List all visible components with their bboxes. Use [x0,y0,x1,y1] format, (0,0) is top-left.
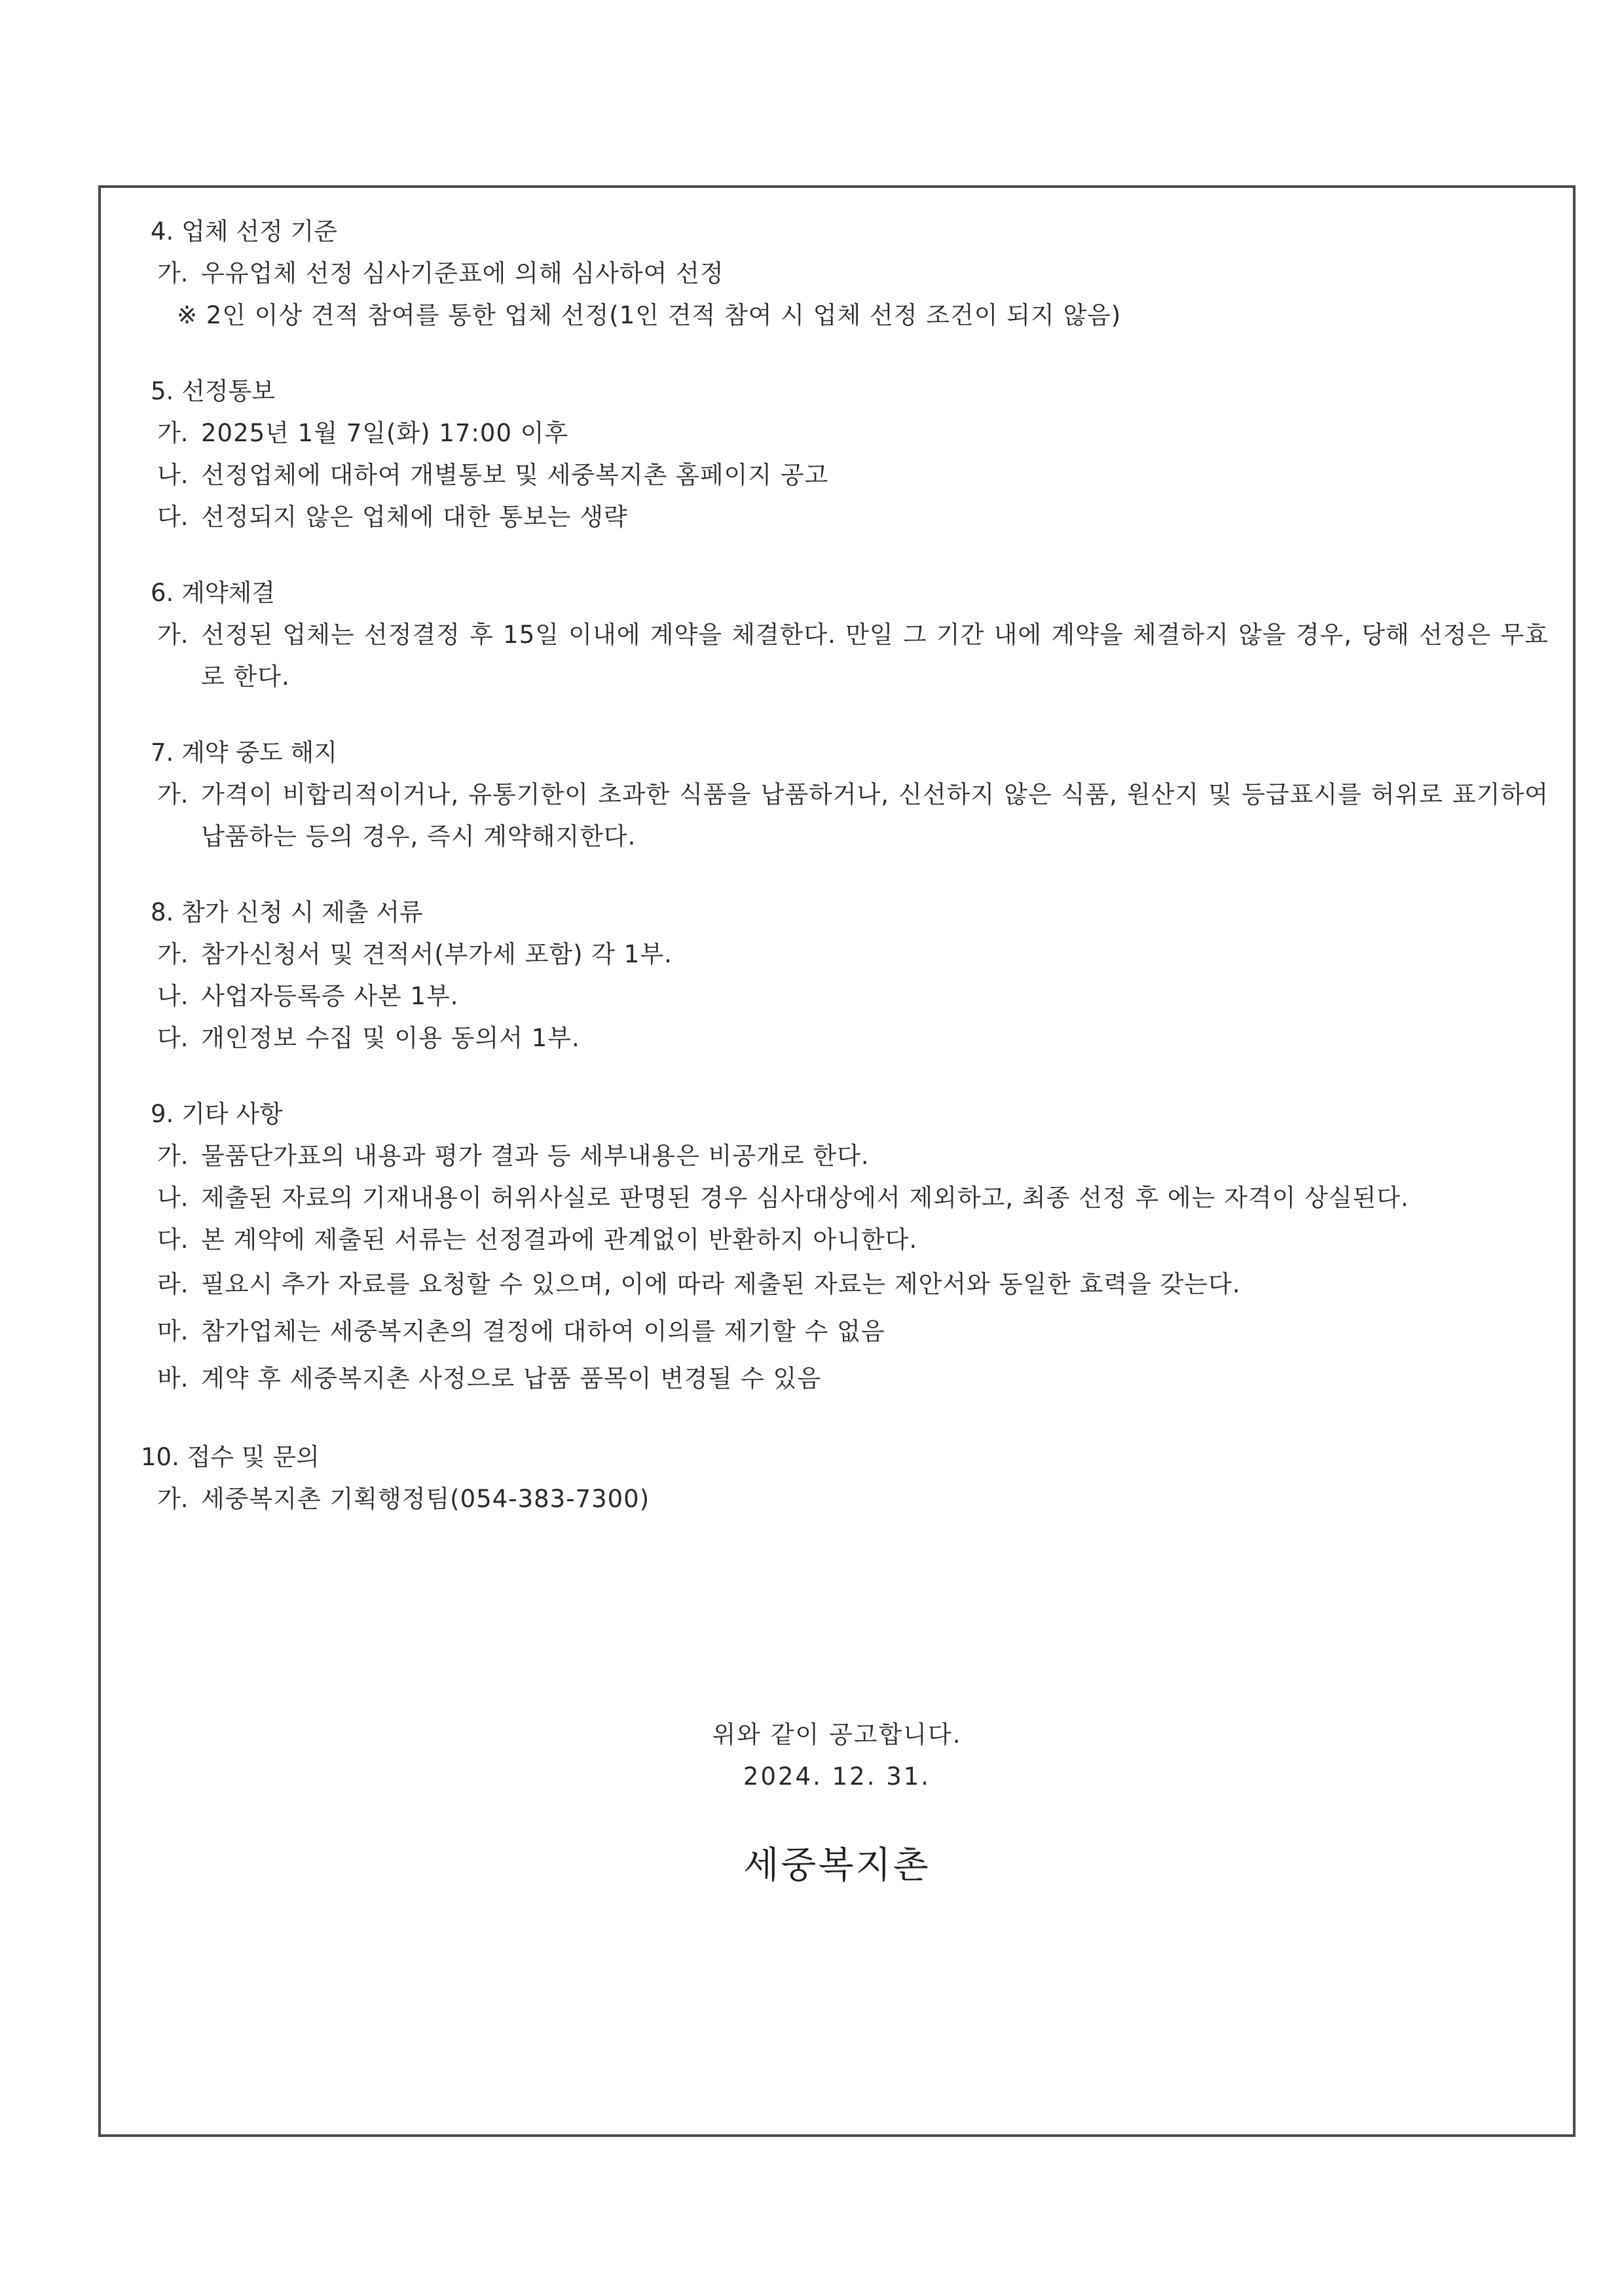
item-text: 선정되지 않은 업체에 대한 통보는 생략 [201,503,628,531]
list-item [157,975,1549,1017]
list-item [157,1017,1549,1059]
closing-statement: 위와 같이 공고합니다. [712,1721,962,1749]
section-title: 8. 참가 신청 시 제출 서류 [151,898,423,926]
item-marker: 바. [157,1364,189,1393]
list-item [157,614,1549,698]
section-selection-notice [141,371,1549,538]
item-text: 필요시 추가 자료를 요청할 수 있으며, 이에 따라 제출된 자료는 제안서와 동일한 효력을 갖는다. [201,1270,1241,1298]
notice-body [141,211,1549,1561]
item-marker: 가. [157,780,189,809]
item-marker: 마. [157,1317,189,1345]
closing-date: 2024. 12. 31. [743,1762,931,1791]
item-text: 우유업체 선정 심사기준표에 의해 심사하여 선정 [201,259,724,287]
item-marker: 나. [157,982,189,1010]
item-text: 세중복지촌 기획행정팀(054-383-7300) [201,1485,650,1513]
item-text: 가격이 비합리적이거나, 유통기한이 초과한 식품을 납품하거나, 신선하지 않은 식품, 원산지 및 등급표시를 허위로 표기하여 납품하는 등의 경우, 즉시 계약해지한다. [201,780,1549,850]
section-title: 9. 기타 사항 [151,1100,283,1128]
item-text: 계약 후 세중복지촌 사정으로 납품 품목이 변경될 수 있음 [201,1364,822,1393]
item-marker: 가. [157,621,189,649]
item-text: 제출된 자료의 기재내용이 허위사실로 판명된 경우 심사대상에서 제외하고, 최종 선정 후 에는 자격이 상실된다. [201,1184,1409,1212]
list-item [157,1355,1549,1402]
note-text: ※ 2인 이상 견적 참여를 통한 업체 선정(1인 견적 참여 시 업체 선정 조건이 되지 않음) [177,301,1122,329]
item-marker: 가. [157,1142,189,1170]
item-marker: 다. [157,1024,189,1052]
item-text: 참가업체는 세중복지촌의 결정에 대하여 이의를 제기할 수 없음 [201,1317,885,1345]
list-item [157,934,1549,975]
section-other-matters [141,1093,1549,1402]
item-text: 물품단가표의 내용과 평가 결과 등 세부내용은 비공개로 한다. [201,1142,870,1170]
list-item [157,1135,1549,1177]
item-marker: 라. [157,1270,189,1298]
list-item [157,1308,1549,1355]
item-text: 참가신청서 및 견적서(부가세 포함) 각 1부. [201,940,673,968]
item-text: 2025년 1월 7일(화) 17:00 이후 [201,419,569,447]
item-marker: 가. [157,1485,189,1513]
issuer-signature: 세중복지촌 [743,1844,931,1887]
section-selection-criteria [141,211,1549,337]
item-marker: 가. [157,259,189,287]
item-marker: 다. [157,503,189,531]
list-item [157,1177,1549,1219]
item-text: 선정업체에 대하여 개별통보 및 세중복지촌 홈페이지 공고 [201,461,829,489]
list-item [157,1261,1549,1308]
list-item [157,454,1549,496]
section-contract-termination [141,732,1549,858]
list-item [157,253,1549,295]
section-contact [141,1436,1549,1520]
item-text: 선정된 업체는 선정결정 후 15일 이내에 계약을 체결한다. 만일 그 기간 내에 계약을 체결하지 않을 경우, 당해 선정은 무효로 한다. [201,621,1549,691]
list-item [157,412,1549,454]
list-item [157,496,1549,538]
section-title: 5. 선정통보 [151,377,276,405]
item-marker: 나. [157,1184,189,1212]
item-marker: 다. [157,1226,189,1254]
item-text: 개인정보 수집 및 이용 동의서 1부. [201,1024,580,1052]
list-item [157,1219,1549,1261]
section-title: 4. 업체 선정 기준 [151,217,338,246]
list-item [157,774,1549,858]
item-marker: 가. [157,419,189,447]
item-text: 본 계약에 제출된 서류는 선정결과에 관계없이 반환하지 아니한다. [201,1226,918,1254]
section-contract-signing [141,572,1549,698]
item-marker: 나. [157,461,189,489]
section-title: 10. 접수 및 문의 [141,1443,320,1471]
list-item [157,1478,1549,1520]
section-title: 7. 계약 중도 해지 [151,738,338,767]
item-marker: 가. [157,940,189,968]
item-text: 사업자등록증 사본 1부. [201,982,459,1010]
section-required-documents [141,892,1549,1059]
section-title: 6. 계약체결 [151,579,276,607]
